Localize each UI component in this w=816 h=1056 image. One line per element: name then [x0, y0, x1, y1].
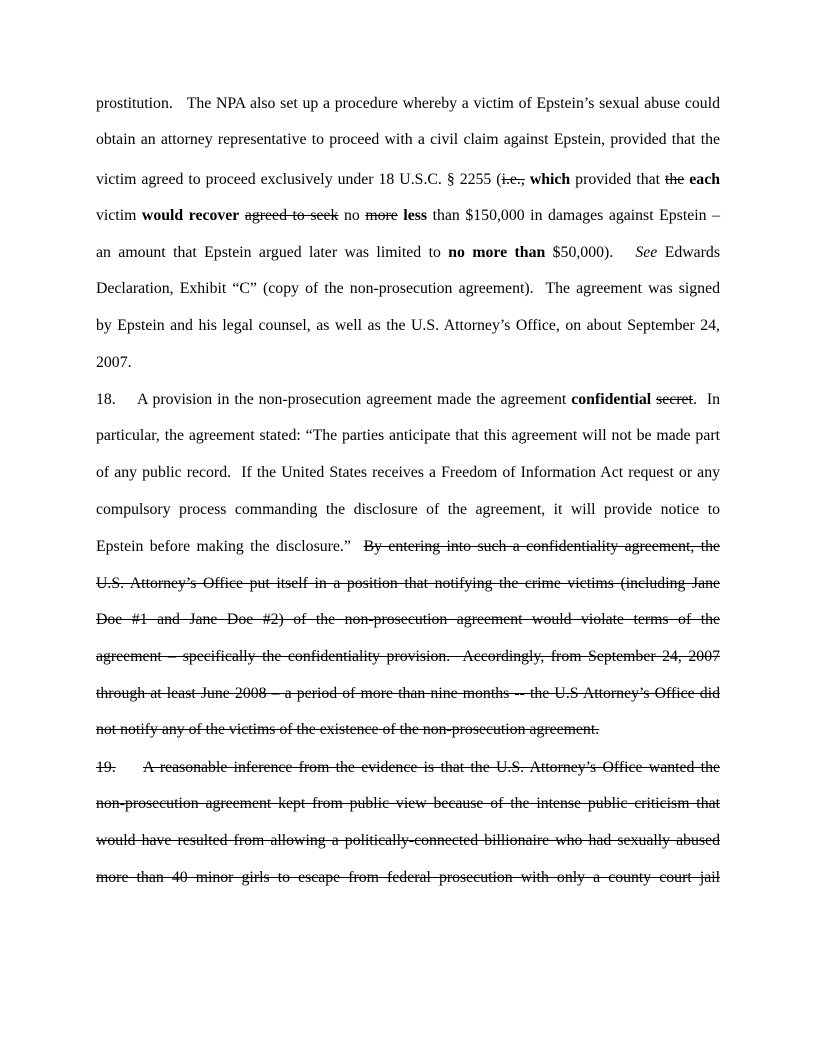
text-line — [96, 574, 720, 594]
inserted-bold-text: would recover — [141, 207, 240, 224]
text-segment: victim agreed to proceed exclusively under 18 U.S.C. § 2255 ( — [96, 171, 502, 188]
text-line — [96, 794, 720, 814]
struck-text: i.e., — [501, 171, 525, 188]
struck-text: not notify any of the victims of the existence of the non-prosecution agreement. — [96, 721, 600, 738]
struck-text: more than 40 minor girls to escape from federal prosecution with only a county court jail — [96, 869, 720, 886]
text-segment: provided that — [570, 171, 665, 188]
text-segment: by Epstein and his legal counsel, as well as the U.S. Attorney’s Office, on about September 24, — [96, 317, 720, 334]
struck-text: would have resulted from allowing a politically-connected billionaire who had sexually abused — [96, 832, 720, 849]
paragraph-number: 19. — [96, 759, 116, 776]
text-line — [96, 463, 720, 483]
struck-text: A reasonable inference from the evidence is that the U.S. Attorney’s Office wanted the — [143, 759, 720, 776]
struck-text: By entering into such a confidentiality agreement, the — [363, 538, 720, 555]
text-segment: of any public record. If the United States receives a Freedom of Information Act request or any — [96, 464, 720, 481]
paragraph-19-start — [96, 758, 720, 778]
text-segment: $50,000). — [545, 244, 636, 261]
text-segment: Edwards — [657, 244, 720, 261]
text-line — [96, 170, 720, 190]
inserted-bold-text: confidential — [571, 391, 652, 408]
text-segment: A provision in the non-prosecution agreement made the agreement — [137, 391, 572, 408]
struck-text: more — [365, 207, 398, 224]
struck-text: secret — [656, 391, 693, 408]
text-line — [96, 647, 720, 667]
paragraph-18-start — [96, 390, 720, 410]
text-line — [96, 316, 720, 336]
text-line — [96, 426, 720, 446]
struck-text: agreed to seek — [244, 207, 339, 224]
struck-text: non-prosecution agreement kept from public view because of the intense public criticism that — [96, 795, 720, 812]
text-line — [96, 500, 720, 520]
inserted-bold-text: which — [529, 171, 571, 188]
text-line — [96, 610, 720, 630]
text-segment: no — [338, 207, 366, 224]
struck-text: Doe #1 and Jane Doe #2) of the non-prosecution agreement would violate terms of the — [96, 611, 720, 628]
text-line — [96, 130, 720, 150]
text-line — [96, 720, 720, 740]
inserted-bold-text: each — [689, 171, 720, 188]
text-segment: victim — [96, 207, 142, 224]
text-line — [96, 831, 720, 851]
inserted-bold-text: no more than — [448, 244, 546, 261]
text-line — [96, 94, 720, 114]
struck-text: through at least June 2008 – a period of more than nine months -- the U.S Attorney’s Office did — [96, 685, 720, 702]
inserted-bold-text: less — [403, 207, 428, 224]
text-segment: prostitution. The NPA also set up a procedure whereby a victim of Epstein’s sexual abuse could — [96, 95, 720, 112]
struck-text: U.S. Attorney’s Office put itself in a position that notifying the crime victims (including Jane — [96, 575, 720, 592]
paragraph-number: 18. — [96, 391, 116, 408]
text-segment: 2007. — [96, 354, 132, 371]
text-line — [96, 243, 720, 263]
text-line — [96, 684, 720, 704]
text-segment: particular, the agreement stated: “The parties anticipate that this agreement will not be made part — [96, 427, 720, 444]
struck-text: the — [664, 171, 685, 188]
text-line — [96, 279, 720, 299]
italic-citation-signal: See — [635, 244, 658, 261]
text-line — [96, 353, 720, 373]
text-segment: compulsory process commanding the disclosure of the agreement, it will provide notice to — [96, 501, 720, 518]
struck-text: agreement – specifically the confidentiality provision. Accordingly, from September 24, 2007 — [96, 648, 720, 665]
text-line — [96, 206, 720, 226]
text-segment: Declaration, Exhibit “C” (copy of the non-prosecution agreement). The agreement was signed — [96, 280, 720, 297]
text-segment: obtain an attorney representative to proceed with a civil claim against Epstein, provided that the — [96, 131, 720, 148]
text-segment: than $150,000 in damages against Epstein – — [427, 207, 720, 224]
text-line — [96, 868, 720, 888]
text-line — [96, 537, 720, 557]
text-segment: an amount that Epstein argued later was limited to — [96, 244, 449, 261]
text-segment: Epstein before making the disclosure.” — [96, 538, 364, 555]
text-segment: . In — [692, 391, 720, 408]
